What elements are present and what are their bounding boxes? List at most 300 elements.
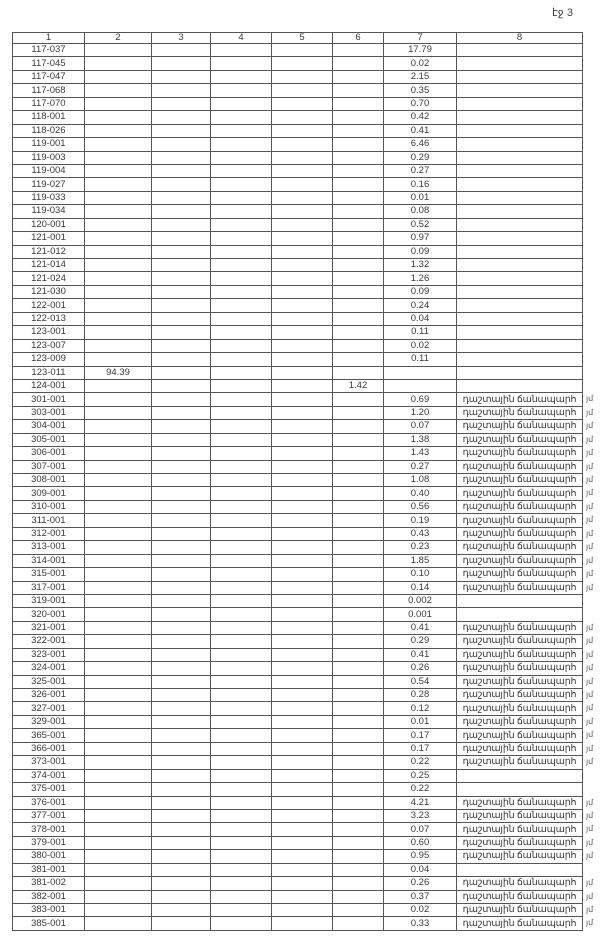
column-6-cell	[333, 917, 384, 930]
area-cell: 1.85	[384, 554, 457, 567]
area-cell: 6.46	[384, 138, 457, 151]
column-5-cell	[272, 742, 333, 755]
column-6-cell	[333, 621, 384, 634]
column-3-cell	[152, 205, 211, 218]
column-5-cell	[272, 608, 333, 621]
column-3-cell	[152, 783, 211, 796]
column-2-cell	[85, 339, 152, 352]
parcel-code-cell: 380-001	[13, 850, 85, 863]
table-row	[13, 689, 583, 702]
column-5-cell	[272, 877, 333, 890]
column-3-cell	[152, 662, 211, 675]
parcel-code-cell: 121-030	[13, 285, 85, 298]
margin-mark	[586, 607, 612, 620]
area-cell: 0.25	[384, 769, 457, 782]
table-row	[13, 111, 583, 124]
table-row	[13, 138, 583, 151]
column-5-cell	[272, 379, 333, 392]
area-cell: 0.09	[384, 245, 457, 258]
column-3-cell	[152, 715, 211, 728]
column-6-cell	[333, 863, 384, 876]
land-use-cell: դաշտային ճանապարհ	[457, 675, 583, 688]
column-6-cell	[333, 97, 384, 110]
column-3-cell	[152, 366, 211, 379]
column-2-cell	[85, 191, 152, 204]
parcel-code-cell: 124-001	[13, 379, 85, 392]
margin-mark: յմ	[586, 824, 594, 834]
parcel-code-cell: 327-001	[13, 702, 85, 715]
margin-mark: յմ	[586, 649, 594, 659]
column-4-cell	[211, 84, 272, 97]
table-row	[13, 178, 583, 191]
area-cell: 3.23	[384, 809, 457, 822]
margin-mark: յմ	[586, 918, 594, 928]
column-2-cell	[85, 594, 152, 607]
land-parcel-table	[12, 32, 583, 931]
margin-mark	[586, 177, 612, 190]
column-3-cell	[152, 648, 211, 661]
column-2-cell	[85, 568, 152, 581]
column-5-cell	[272, 554, 333, 567]
area-cell: 0.42	[384, 111, 457, 124]
column-6-cell	[333, 715, 384, 728]
column-3-cell	[152, 339, 211, 352]
table-row	[13, 648, 583, 661]
area-cell: 0.52	[384, 218, 457, 231]
parcel-code-cell: 317-001	[13, 581, 85, 594]
column-3-cell	[152, 796, 211, 809]
area-cell: 1.20	[384, 406, 457, 419]
area-cell: 0.07	[384, 420, 457, 433]
column-2-cell	[85, 245, 152, 258]
parcel-code-cell: 119-027	[13, 178, 85, 191]
column-6-cell	[333, 111, 384, 124]
column-6-cell	[333, 689, 384, 702]
margin-mark: յմ	[586, 488, 594, 498]
column-6-cell	[333, 205, 384, 218]
land-use-cell: դաշտային ճանապարհ	[457, 581, 583, 594]
column-2-cell	[85, 205, 152, 218]
area-cell	[384, 366, 457, 379]
margin-mark	[586, 271, 612, 284]
column-3-cell	[152, 594, 211, 607]
margin-mark: յմ	[586, 878, 594, 888]
land-use-cell	[457, 205, 583, 218]
margin-mark	[586, 298, 612, 311]
table-row	[13, 554, 583, 567]
margin-mark: յմ	[586, 434, 594, 444]
column-2-cell	[85, 299, 152, 312]
column-3-cell	[152, 44, 211, 57]
land-use-cell	[457, 178, 583, 191]
column-4-cell	[211, 675, 272, 688]
parcel-code-cell: 313-001	[13, 541, 85, 554]
column-4-cell	[211, 44, 272, 57]
margin-mark: յմ	[586, 663, 594, 673]
land-use-cell: դաշտային ճանապարհ	[457, 514, 583, 527]
column-6-cell	[333, 635, 384, 648]
column-4-cell	[211, 379, 272, 392]
land-use-cell	[457, 111, 583, 124]
table-row	[13, 514, 583, 527]
table-row	[13, 433, 583, 446]
column-6-cell	[333, 57, 384, 70]
land-use-cell: դաշտային ճանապարհ	[457, 433, 583, 446]
column-3-cell	[152, 57, 211, 70]
column-5-cell	[272, 715, 333, 728]
column-3-cell	[152, 460, 211, 473]
table-row	[13, 581, 583, 594]
land-use-cell	[457, 164, 583, 177]
column-2-cell	[85, 433, 152, 446]
column-6-cell	[333, 675, 384, 688]
column-4-cell	[211, 447, 272, 460]
parcel-code-cell: 119-003	[13, 151, 85, 164]
area-cell: 0.29	[384, 151, 457, 164]
table-row	[13, 715, 583, 728]
column-4-cell	[211, 191, 272, 204]
table-row	[13, 312, 583, 325]
column-6-cell	[333, 353, 384, 366]
margin-mark	[586, 204, 612, 217]
land-use-cell: դաշտային ճանապարհ	[457, 702, 583, 715]
column-3-cell	[152, 581, 211, 594]
column-5-cell	[272, 769, 333, 782]
land-use-cell: դաշտային ճանապարհ	[457, 541, 583, 554]
column-5-cell	[272, 312, 333, 325]
column-header-3: 3	[152, 33, 211, 44]
parcel-code-cell: 366-001	[13, 742, 85, 755]
parcel-code-cell: 378-001	[13, 823, 85, 836]
column-2-cell: 94.39	[85, 366, 152, 379]
margin-mark	[586, 339, 612, 352]
column-2-cell	[85, 581, 152, 594]
column-4-cell	[211, 299, 272, 312]
area-cell: 0.12	[384, 702, 457, 715]
margin-mark: յմ	[586, 515, 594, 525]
table-row	[13, 836, 583, 849]
column-6-cell	[333, 608, 384, 621]
table-row	[13, 541, 583, 554]
area-cell: 0.11	[384, 326, 457, 339]
column-3-cell	[152, 850, 211, 863]
column-6-cell	[333, 339, 384, 352]
margin-mark: յմ	[586, 730, 594, 740]
column-5-cell	[272, 581, 333, 594]
parcel-code-cell: 373-001	[13, 756, 85, 769]
table-row	[13, 527, 583, 540]
margin-mark	[586, 325, 612, 338]
column-3-cell	[152, 379, 211, 392]
area-cell: 0.02	[384, 57, 457, 70]
column-2-cell	[85, 514, 152, 527]
column-2-cell	[85, 675, 152, 688]
land-use-cell: դաշտային ճանապարհ	[457, 890, 583, 903]
column-6-cell	[333, 420, 384, 433]
column-5-cell	[272, 702, 333, 715]
column-4-cell	[211, 796, 272, 809]
parcel-code-cell: 123-007	[13, 339, 85, 352]
column-4-cell	[211, 554, 272, 567]
table-row	[13, 272, 583, 285]
land-use-cell	[457, 70, 583, 83]
margin-mark	[586, 97, 612, 110]
column-3-cell	[152, 433, 211, 446]
margin-mark	[586, 285, 612, 298]
area-cell: 1.38	[384, 433, 457, 446]
parcel-code-cell: 307-001	[13, 460, 85, 473]
parcel-code-cell: 385-001	[13, 917, 85, 930]
margin-mark: յմ	[586, 905, 594, 914]
column-2-cell	[85, 44, 152, 57]
land-use-cell	[457, 769, 583, 782]
area-cell: 1.26	[384, 272, 457, 285]
table-row	[13, 124, 583, 137]
column-4-cell	[211, 890, 272, 903]
margin-mark	[586, 379, 612, 392]
column-4-cell	[211, 433, 272, 446]
column-3-cell	[152, 178, 211, 191]
column-3-cell	[152, 675, 211, 688]
table-row	[13, 877, 583, 890]
column-2-cell	[85, 554, 152, 567]
column-3-cell	[152, 138, 211, 151]
column-5-cell	[272, 178, 333, 191]
land-use-cell	[457, 124, 583, 137]
column-3-cell	[152, 756, 211, 769]
land-use-cell	[457, 218, 583, 231]
table-row	[13, 917, 583, 930]
column-3-cell	[152, 97, 211, 110]
land-use-cell: դաշտային ճանապարհ	[457, 850, 583, 863]
column-5-cell	[272, 285, 333, 298]
land-use-cell	[457, 272, 583, 285]
column-3-cell	[152, 111, 211, 124]
table-row	[13, 44, 583, 57]
area-cell: 0.26	[384, 877, 457, 890]
margin-mark	[586, 137, 612, 150]
column-6-cell	[333, 460, 384, 473]
column-5-cell	[272, 823, 333, 836]
land-use-cell: դաշտային ճանապարհ	[457, 460, 583, 473]
parcel-code-cell: 117-070	[13, 97, 85, 110]
area-cell: 0.10	[384, 568, 457, 581]
margin-mark: յմ	[586, 837, 594, 847]
table-row	[13, 379, 583, 392]
column-3-cell	[152, 917, 211, 930]
column-5-cell	[272, 917, 333, 930]
parcel-code-cell: 321-001	[13, 621, 85, 634]
column-3-cell	[152, 500, 211, 513]
column-3-cell	[152, 312, 211, 325]
column-2-cell	[85, 702, 152, 715]
column-6-cell	[333, 890, 384, 903]
table-row	[13, 406, 583, 419]
land-use-cell	[457, 783, 583, 796]
column-5-cell	[272, 487, 333, 500]
margin-mark: յմ	[586, 676, 594, 686]
column-4-cell	[211, 178, 272, 191]
table-row	[13, 863, 583, 876]
header-row	[13, 33, 583, 44]
column-2-cell	[85, 863, 152, 876]
parcel-code-cell: 119-033	[13, 191, 85, 204]
area-cell: 0.14	[384, 581, 457, 594]
margin-mark	[586, 366, 612, 379]
column-2-cell	[85, 232, 152, 245]
column-3-cell	[152, 272, 211, 285]
column-2-cell	[85, 662, 152, 675]
land-use-cell: դաշտային ճանապարհ	[457, 917, 583, 930]
table-row	[13, 487, 583, 500]
column-2-cell	[85, 164, 152, 177]
column-header-8: 8	[457, 33, 583, 44]
column-3-cell	[152, 447, 211, 460]
parcel-code-cell: 122-013	[13, 312, 85, 325]
column-5-cell	[272, 809, 333, 822]
column-4-cell	[211, 648, 272, 661]
area-cell: 0.27	[384, 164, 457, 177]
land-use-cell: դաշտային ճանապարհ	[457, 809, 583, 822]
column-2-cell	[85, 648, 152, 661]
column-2-cell	[85, 474, 152, 487]
column-3-cell	[152, 393, 211, 406]
column-3-cell	[152, 70, 211, 83]
area-cell: 0.43	[384, 527, 457, 540]
column-4-cell	[211, 527, 272, 540]
margin-mark: յմ	[586, 582, 594, 592]
table-row	[13, 742, 583, 755]
column-5-cell	[272, 111, 333, 124]
column-2-cell	[85, 904, 152, 917]
column-6-cell	[333, 796, 384, 809]
land-use-cell	[457, 259, 583, 272]
table-row	[13, 675, 583, 688]
column-4-cell	[211, 259, 272, 272]
land-use-cell: դաշտային ճանապարհ	[457, 715, 583, 728]
column-6-cell	[333, 299, 384, 312]
area-cell: 0.70	[384, 97, 457, 110]
column-6-cell	[333, 218, 384, 231]
margin-mark	[586, 83, 612, 96]
parcel-code-cell: 314-001	[13, 554, 85, 567]
column-5-cell	[272, 890, 333, 903]
column-5-cell	[272, 756, 333, 769]
land-use-cell: դաշտային ճանապարհ	[457, 877, 583, 890]
column-5-cell	[272, 662, 333, 675]
land-use-cell	[457, 57, 583, 70]
parcel-code-cell: 118-001	[13, 111, 85, 124]
column-3-cell	[152, 769, 211, 782]
land-use-cell	[457, 245, 583, 258]
land-use-cell: դաշտային ճանապարհ	[457, 729, 583, 742]
parcel-code-cell: 382-001	[13, 890, 85, 903]
area-cell: 0.69	[384, 393, 457, 406]
table-row	[13, 500, 583, 513]
column-4-cell	[211, 406, 272, 419]
column-3-cell	[152, 353, 211, 366]
column-2-cell	[85, 447, 152, 460]
column-4-cell	[211, 514, 272, 527]
parcel-code-cell: 319-001	[13, 594, 85, 607]
column-5-cell	[272, 84, 333, 97]
table-row	[13, 769, 583, 782]
column-4-cell	[211, 245, 272, 258]
land-use-cell: դաշտային ճանապարհ	[457, 635, 583, 648]
area-cell: 0.37	[384, 890, 457, 903]
column-5-cell	[272, 514, 333, 527]
column-6-cell	[333, 729, 384, 742]
land-use-cell: դաշտային ճանապարհ	[457, 527, 583, 540]
column-2-cell	[85, 487, 152, 500]
column-2-cell	[85, 783, 152, 796]
parcel-code-cell: 315-001	[13, 568, 85, 581]
table-body	[13, 44, 583, 931]
column-6-cell	[333, 836, 384, 849]
column-5-cell	[272, 460, 333, 473]
column-4-cell	[211, 783, 272, 796]
area-cell: 0.56	[384, 500, 457, 513]
table-row	[13, 164, 583, 177]
column-4-cell	[211, 635, 272, 648]
area-cell: 0.08	[384, 205, 457, 218]
parcel-code-cell: 376-001	[13, 796, 85, 809]
column-2-cell	[85, 689, 152, 702]
column-2-cell	[85, 124, 152, 137]
area-cell: 17.79	[384, 44, 457, 57]
parcel-code-cell: 375-001	[13, 783, 85, 796]
column-4-cell	[211, 353, 272, 366]
parcel-code-cell: 121-012	[13, 245, 85, 258]
column-3-cell	[152, 836, 211, 849]
land-use-cell: դաշտային ճանապարհ	[457, 756, 583, 769]
margin-marks	[586, 32, 612, 930]
column-2-cell	[85, 393, 152, 406]
margin-mark	[586, 782, 612, 795]
column-6-cell	[333, 44, 384, 57]
column-3-cell	[152, 487, 211, 500]
column-5-cell	[272, 796, 333, 809]
column-4-cell	[211, 232, 272, 245]
column-4-cell	[211, 138, 272, 151]
land-use-cell	[457, 97, 583, 110]
land-use-cell: դաշտային ճանապարհ	[457, 420, 583, 433]
area-cell: 0.17	[384, 742, 457, 755]
parcel-code-cell: 117-045	[13, 57, 85, 70]
margin-mark: յմ	[586, 475, 594, 484]
area-cell: 0.95	[384, 850, 457, 863]
table-row	[13, 608, 583, 621]
margin-mark	[586, 56, 612, 69]
table-row	[13, 447, 583, 460]
parcel-code-cell: 123-009	[13, 353, 85, 366]
column-4-cell	[211, 917, 272, 930]
column-2-cell	[85, 259, 152, 272]
area-cell: 0.04	[384, 312, 457, 325]
area-cell: 0.27	[384, 460, 457, 473]
column-2-cell	[85, 138, 152, 151]
column-3-cell	[152, 527, 211, 540]
column-header-5: 5	[272, 33, 333, 44]
land-use-cell	[457, 608, 583, 621]
column-2-cell	[85, 621, 152, 634]
table-row	[13, 621, 583, 634]
column-5-cell	[272, 447, 333, 460]
column-2-cell	[85, 890, 152, 903]
column-5-cell	[272, 151, 333, 164]
margin-mark: յմ	[586, 421, 594, 431]
column-6-cell	[333, 823, 384, 836]
